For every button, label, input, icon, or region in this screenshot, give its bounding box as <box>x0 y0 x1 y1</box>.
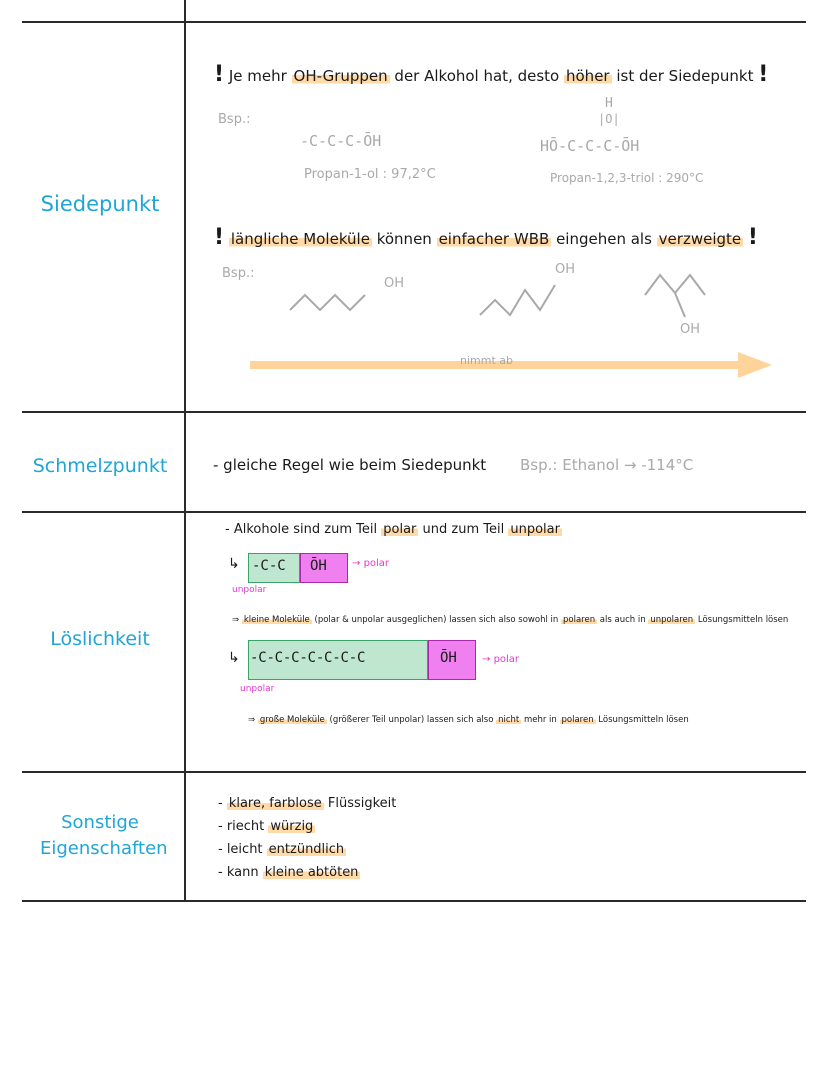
schmelzpunkt-rule: - gleiche Regel wie beim Siedepunkt <box>213 456 487 474</box>
example-label-2: Bsp.: <box>222 266 255 281</box>
arrow-bullet-icon: ↳ <box>228 556 240 572</box>
table-top-border <box>22 21 806 23</box>
small-oh-text: ŌH <box>310 558 327 574</box>
decrease-arrow <box>250 350 780 380</box>
row-label-schmelzpunkt: Schmelzpunkt <box>32 455 168 477</box>
unpolar-label-big: unpolar <box>240 684 275 694</box>
row-divider-1 <box>22 411 806 413</box>
oh-label-b: OH <box>555 262 576 277</box>
oh-label-a: OH <box>384 276 405 291</box>
arrow-bullet-icon: ↳ <box>228 650 240 666</box>
row-divider-2 <box>22 511 806 513</box>
property-list <box>218 792 396 884</box>
rule-oh-groups: ! Je mehr OH-Gruppen der Alkohol hat, desto höher ist der Siedepunkt ! <box>214 62 769 87</box>
arrow-label: nimmt ab <box>460 354 513 367</box>
exclamation-icon: ! <box>747 225 758 250</box>
row-divider-3 <box>22 771 806 773</box>
propanol-formula: -C-C-C-ŌH <box>300 132 382 150</box>
list-item: - leicht entzündlich <box>218 842 345 857</box>
exclamation-icon: ! <box>214 225 225 250</box>
exclamation-icon: ! <box>758 62 769 87</box>
list-item: - klare, farblose Flüssigkeit <box>218 796 397 811</box>
oh-label-c: OH <box>680 322 701 337</box>
big-oh-text: ŌH <box>440 650 457 666</box>
small-chain-text: -C-C <box>252 558 286 574</box>
polarity-intro: - Alkohole sind zum Teil polar und zum Teil unpolar <box>225 522 560 537</box>
row-label-siedepunkt: Siedepunkt <box>40 192 160 216</box>
glycerol-o: |O| <box>598 112 620 126</box>
rule-elongated-molecules: ! längliche Moleküle können einfacher WBB eingehen als verzweigte ! <box>214 225 758 250</box>
column-divider <box>184 0 186 900</box>
glycerol-h: H <box>605 96 613 111</box>
list-item: - kann kleine abtöten <box>218 865 359 880</box>
row-label-sonstige: Sonstige Eigenschaften <box>40 812 168 859</box>
exclamation-icon: ! <box>214 62 225 87</box>
schmelzpunkt-example: Bsp.: Ethanol → -114°C <box>520 456 694 474</box>
branched-chain-2 <box>645 275 705 295</box>
polar-label-big: → polar <box>482 654 520 665</box>
glycerol-name: Propan-1,2,3-triol : 290°C <box>550 171 704 185</box>
branch-bond <box>675 293 685 317</box>
table-bottom-border <box>22 900 806 902</box>
glycerol-formula: HŌ-C-C-C-ŌH <box>540 137 640 155</box>
conclusion-small-molecules: ⇒ kleine Moleküle (polar & unpolar ausgeglichen) lassen sich also sowohl in polaren als auch in unpolaren Lösungsmitteln lösen <box>232 615 789 625</box>
conclusion-big-molecules: ⇒ große Moleküle (größerer Teil unpolar) lassen sich also nicht mehr in polaren Lösungsmitteln lösen <box>248 715 689 725</box>
polar-label-small: → polar <box>352 558 390 569</box>
branched-chain <box>480 285 555 315</box>
big-chain-text: -C-C-C-C-C-C-C <box>250 650 366 666</box>
list-item: - riecht würzig <box>218 819 314 834</box>
row-label-loeslichkeit: Löslichkeit <box>50 628 150 650</box>
example-label: Bsp.: <box>218 112 251 127</box>
propanol-name: Propan-1-ol : 97,2°C <box>304 167 436 182</box>
linear-chain <box>290 295 365 310</box>
unpolar-label-small: unpolar <box>232 585 267 595</box>
